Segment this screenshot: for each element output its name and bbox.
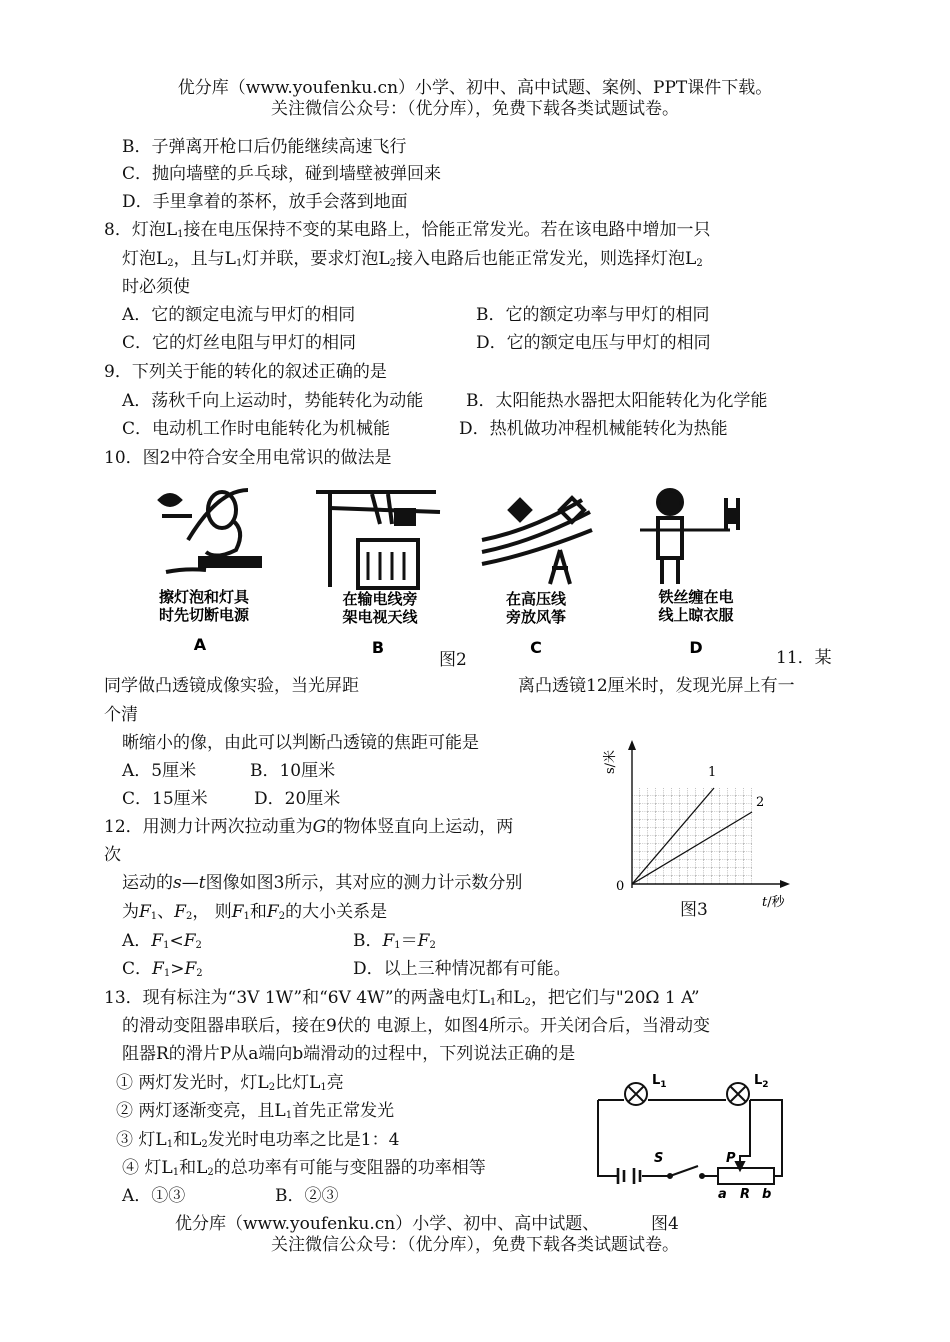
label-p: P — [726, 1151, 736, 1166]
footer-line-2: 关注微信公众号：（优分库），免费下载各类试题试卷。 — [271, 1235, 679, 1255]
q9-option-b: B．太阳能热水器把太阳能转化为化学能 — [466, 391, 768, 411]
q8-stem-line-3: 时必须使 — [122, 277, 190, 297]
q8-option-d: D．它的额定电压与甲灯的相同 — [476, 333, 711, 353]
figure-3-caption: 图3 — [680, 900, 708, 920]
q11-option-c: C．15厘米 — [122, 789, 208, 809]
q8-stem-line-1: 8．灯泡$L_1$接在电压保持不变的某电路上，恰能正常发光。若在该电路中增加一只 — [104, 220, 711, 240]
q12-stem-line-4: 为$F_1$、$F_2$， 则$F_1$和$F_2$的大小关系是 — [122, 902, 388, 922]
figure-4-caption: 图4 — [651, 1214, 679, 1234]
panel-b-letter: B — [371, 638, 385, 657]
label-b: b — [762, 1187, 772, 1202]
q7-option-b: B．子弹离开枪口后仍能继续高速飞行 — [122, 137, 407, 157]
figure-2-label: 图2 — [439, 650, 467, 670]
q7-option-c: C．抛向墙壁的乒乓球，碰到墙壁被弹回来 — [122, 164, 442, 184]
panel-d-drawing — [640, 490, 738, 584]
q9-option-c: C．电动机工作时电能转化为机械能 — [122, 419, 391, 439]
figure-4-circuit — [590, 1070, 790, 1200]
panel-b-caption-1: 在输电线旁 — [342, 590, 418, 608]
switch-icon — [670, 1166, 698, 1176]
q13-statement-2: ② 两灯逐渐变亮，且$L_1$首先正常发光 — [116, 1101, 395, 1121]
panel-d-letter: D — [689, 638, 703, 657]
q8-stem-line-2: 灯泡$L_2$，且与$L_1$灯并联，要求灯泡$L_2$接入电路后也能正常发光，则选择灯泡$L_2$ — [122, 249, 703, 269]
panel-a-caption-2: 时先切断电源 — [158, 606, 250, 624]
origin-label: 0 — [616, 879, 625, 894]
q13-statement-4: ④ 灯$L_1$和$L_2$的总功率有可能与变阻器的功率相等 — [122, 1158, 486, 1178]
panel-b-caption-2: 架电视天线 — [342, 608, 418, 626]
panel-c-caption-2: 旁放风筝 — [505, 608, 567, 626]
q11-option-d: D．20厘米 — [254, 789, 341, 809]
x-axis-arrow — [780, 880, 790, 888]
panel-d-caption-2: 线上晾衣服 — [658, 606, 734, 624]
figure-2-illustrations — [140, 480, 760, 660]
label-l1: $L_1$ — [652, 1073, 667, 1090]
panel-c-caption-1: 在高压线 — [505, 590, 567, 608]
panel-c-drawing — [482, 498, 592, 584]
circuit-wires — [598, 1100, 782, 1176]
y-axis-label: s/米 — [603, 749, 618, 774]
q12-stem-line-3: 运动的s—t图像如图3所示，其对应的测力计示数分别 — [122, 873, 523, 893]
panel-a-drawing — [160, 490, 260, 572]
q12-stem-line-1: 12．用测力计两次拉动重为G的物体竖直向上运动，两 — [104, 817, 514, 837]
label-l2: $L_2$ — [754, 1073, 769, 1090]
q8-option-b: B．它的额定功率与甲灯的相同 — [476, 305, 710, 325]
label-s: S — [654, 1151, 664, 1166]
q13-stem-line-1: 13．现有标注为“3V 1W”和“6V 4W”的两盏电灯$L_1$和$L_2$，把它们与"20Ω 1 A” — [104, 988, 700, 1008]
q12-stem-line-2: 次 — [104, 845, 121, 865]
q10-stem: 10．图2中符合安全用电常识的做法是 — [104, 448, 392, 468]
q13-option-a: A．①③ — [122, 1186, 186, 1206]
header-line-2: 关注微信公众号：（优分库），免费下载各类试题试卷。 — [271, 99, 679, 119]
header-line-1: 优分库（www.youfenku.cn）小学、初中、高中试题、案例、PPT课件下载。 — [177, 78, 773, 98]
panel-d-caption-1: 铁丝缠在电 — [658, 588, 734, 606]
panel-a-caption-1: 擦灯泡和灯具 — [158, 588, 250, 606]
q12-option-a: A．$F_1<F_2$ — [122, 931, 202, 951]
q13-option-b: B．②③ — [275, 1186, 339, 1206]
q11-stem-line-b: 离凸透镜12厘米时，发现光屏上有一 — [518, 676, 795, 696]
panel-a-letter: A — [193, 635, 207, 654]
q12-option-d: D．以上三种情况都有可能。 — [353, 959, 571, 979]
y-axis-arrow — [628, 740, 636, 750]
q13-statement-3: ③ 灯$L_1$和$L_2$发光时电功率之比是1：4 — [116, 1130, 400, 1150]
label-a: a — [718, 1187, 727, 1202]
q11-stem-line-a: 同学做凸透镜成像实验，当光屏距 — [104, 676, 359, 696]
q13-stem-line-3: 阻器R的滑片P从a端向b端滑动的过程中，下列说法正确的是 — [122, 1044, 576, 1064]
slider-wire — [740, 1100, 750, 1166]
q8-option-a: A．它的额定电流与甲灯的相同 — [122, 305, 356, 325]
q11-stem-line-d: 晰缩小的像，由此可以判断凸透镜的焦距可能是 — [122, 733, 479, 753]
line-1-label: 1 — [708, 765, 717, 780]
q9-stem: 9．下列关于能的转化的叙述正确的是 — [104, 362, 387, 382]
q13-stem-line-2: 的滑动变阻器串联后，接在9伏的 电源上，如图4所示。开关闭合后，当滑动变 — [122, 1016, 711, 1036]
q7-option-d: D．手里拿着的茶杯，放手会落到地面 — [122, 192, 408, 212]
battery-icon — [618, 1168, 640, 1184]
panel-b-drawing — [316, 492, 440, 588]
q9-option-d: D．热机做功冲程机械能转化为热能 — [459, 419, 728, 439]
x-axis-label: t/秒 — [762, 895, 785, 910]
q11-stem-line-c: 个清 — [104, 705, 138, 725]
q13-statement-1: ① 两灯发光时，灯$L_2$比灯$L_1$亮 — [116, 1073, 344, 1093]
rheostat-icon — [718, 1168, 774, 1184]
footer-line-1: 优分库（www.youfenku.cn）小学、初中、高中试题、 — [175, 1214, 600, 1234]
q8-option-c: C．它的灯丝电阻与甲灯的相同 — [122, 333, 357, 353]
label-r: R — [740, 1187, 751, 1202]
q12-option-c: C．$F_1>F_2$ — [122, 959, 203, 979]
graph-grid — [632, 788, 752, 884]
panel-c-letter: C — [530, 638, 542, 657]
q11-option-b: B．10厘米 — [250, 761, 336, 781]
q9-option-a: A．荡秋千向上运动时，势能转化为动能 — [122, 391, 424, 411]
q11-option-a: A．5厘米 — [122, 761, 197, 781]
q11-number: 11．某 — [776, 648, 832, 668]
q12-option-b: B．$F_1=F_2$ — [353, 931, 436, 951]
line-2-label: 2 — [756, 795, 765, 810]
figure-3-st-graph — [600, 740, 820, 930]
